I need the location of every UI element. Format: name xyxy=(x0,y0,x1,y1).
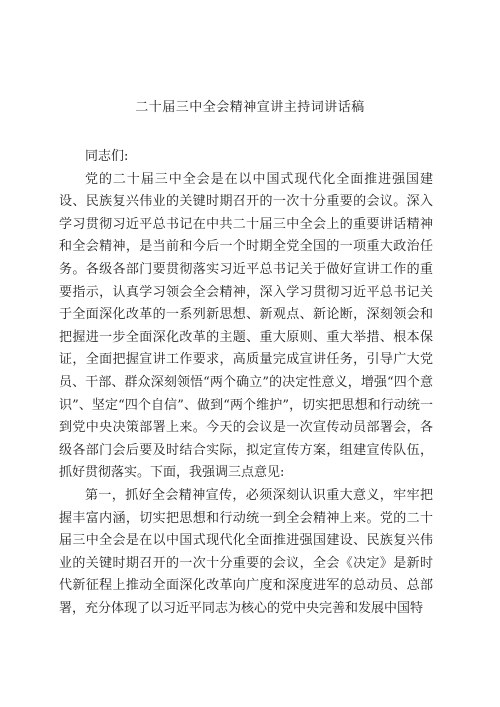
paragraph-first-point: 第一，抓好全会精神宣传，必须深刻认识重大意义，牢牢把握丰富内涵，切实把思想和行动统一到全会精神上来。党的二十届三中全会是在以中国式现代化全面推进强国建设、民族复兴伟业的关键时期召开的一次十分重要的会议，全会《决定》是新时代新征程上推动全面深化改革向广度和深度进军的总动员、总部署，充分体现了以习近平同志为核心的党中央完善和发展中国特 xyxy=(59,487,433,616)
salutation: 同志们: xyxy=(85,149,129,164)
document-body xyxy=(59,146,433,620)
document-title: 二十届三中全会精神宣讲主持词讲话稿 xyxy=(135,100,365,115)
paragraph-intro: 党的二十届三中全会是在以中国式现代化全面推进强国建设、民族复兴伟业的关键时期召开的一次十分重要的会议。深入学习贯彻习近平总书记在中共二十届三中全会上的重要讲话精神和全会精神，是当前和今后一个时期全党全国的一项重大政治任务。各级各部门要贯彻落实习近平总书记关于做好宣讲工作的重要指示，认真学习领会全会精神，深入学习贯彻习近平总书记关于全面深化改革的一系列新思想、新观点、新论断，深刻领会和把握进一步全面深化改革的主题、重大原则、重大举措、根本保证，全面把握宣讲工作要求，高质量完成宣讲任务，引导广大党员、干部、群众深刻领悟“两个确立”的决定性意义，增强“四个意识”、坚定“四个自信”、做到“两个维护”，切实把思想和行动统一到党中央决策部署上来。今天的会议是一次宣传动员部署会，各级各部门会后要及时结合实际，拟定宣传方案，组建宣传队伍，抓好贯彻落实。下面，我强调三点意见: xyxy=(59,171,433,481)
